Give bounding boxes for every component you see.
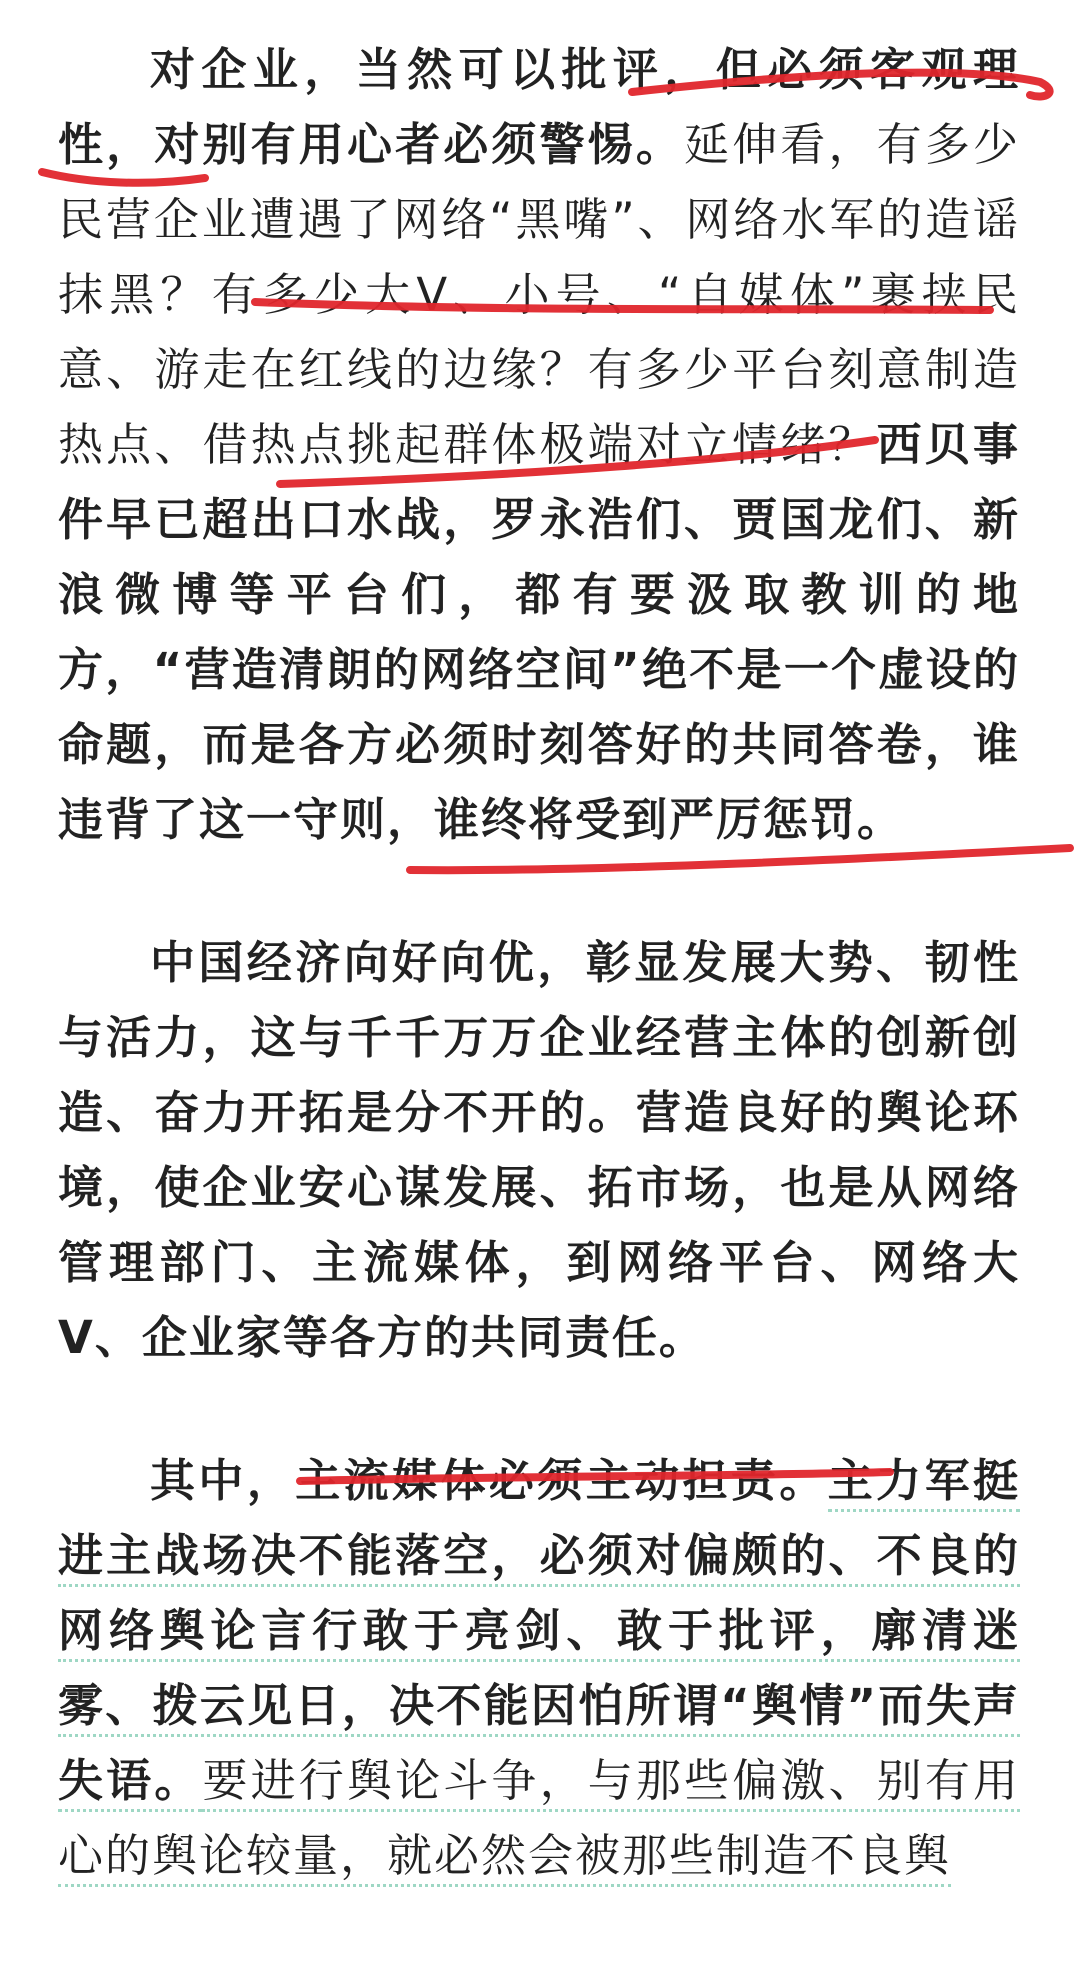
- p3-bold-sentence-2: 主力军挺进主战场决不能落空，必须对偏颇的、不良的网络舆论言行敢于亮剑、敢于批评，廓清迷雾、拨云见日，决不能因怕所谓“舆情”而失声失语。: [58, 1454, 1020, 1812]
- p3-sentence-3: 要进行舆论斗争，与那些偏激、别有用心的舆论较量，就必然会被那些制造不良舆: [58, 1754, 1020, 1887]
- p1-sentence-2: 延伸看，有多少民营企业遭遇了网络“黑嘴”、网络水军的造谣抹黑？有多少大V、小号、“自媒体”裹挟民意、游走在红线的边缘？有多少平台刻意制造热点、借热点挑起群体极端对立情绪？: [58, 118, 1020, 471]
- p2-bold-sentence-1: 中国经济向好向优，彰显发展大势、韧性与活力，这与千千万万企业经营主体的创新创造、奋力开拓是分不开的。: [58, 936, 1020, 1139]
- p1-bold-sentence-3: 西贝事件早已超出口水战，罗永浩们、贾国龙们、新浪微博等平台们，都有要汲取教训的地方，“营造清朗的网络空间”绝不是一个虚设的命题，而是各方必须时刻答好的共同答卷，谁违背了这一守则，谁终将受到严厉惩罚。: [58, 418, 1020, 846]
- paragraph-2: [58, 925, 1020, 1375]
- p3-bold-sentence-1: 其中，主流媒体必须主动担责。: [150, 1454, 828, 1507]
- paragraph-1: [58, 32, 1020, 857]
- p1-bold-sentence-1: 对企业，当然可以批评，但必须客观理性，对别有用心者必须警惕。: [58, 43, 1020, 171]
- paragraph-3: [58, 1443, 1020, 1893]
- p2-bold-sentence-2: 营造良好的舆论环境，使企业安心谋发展、拓市场，也是从网络管理部门、主流媒体，到网络平台、网络大V、企业家等各方的共同责任。: [58, 1086, 1020, 1364]
- article-body: [58, 32, 1020, 1961]
